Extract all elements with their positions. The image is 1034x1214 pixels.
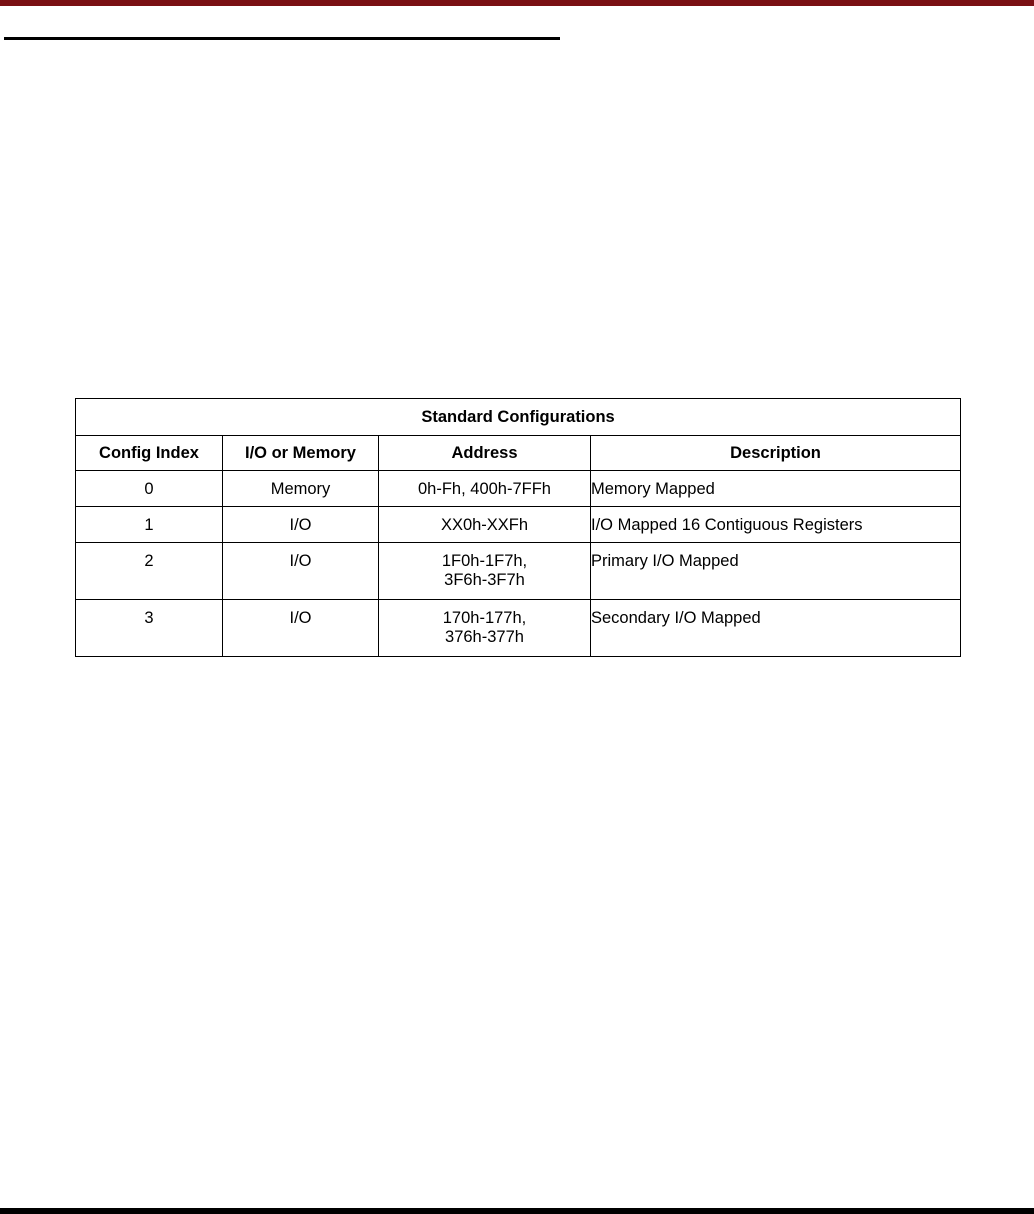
cell-config-index: 0	[76, 471, 223, 507]
heading-underline-rule	[4, 37, 560, 40]
cell-io-or-memory: I/O	[223, 600, 379, 657]
standard-configurations-table	[75, 398, 961, 657]
bottom-footer-band	[0, 1208, 1034, 1214]
header-config-index: Config Index	[76, 436, 223, 471]
cell-address	[379, 471, 591, 507]
top-header-band	[0, 0, 1034, 6]
table-row	[76, 600, 961, 657]
table-title-row	[76, 399, 961, 436]
cell-address	[379, 600, 591, 657]
header-io-or-memory: I/O or Memory	[223, 436, 379, 471]
cell-config-index: 2	[76, 543, 223, 600]
cell-config-index: 1	[76, 507, 223, 543]
cell-io-or-memory: Memory	[223, 471, 379, 507]
address-line: 0h-Fh, 400h-7FFh	[418, 480, 551, 498]
address-line: 1F0h-1F7h,	[441, 552, 528, 570]
cell-description: Memory Mapped	[591, 471, 961, 507]
header-description: Description	[591, 436, 961, 471]
cell-address	[379, 543, 591, 600]
table-header-row	[76, 436, 961, 471]
cell-description: Primary I/O Mapped	[591, 543, 961, 600]
header-address: Address	[379, 436, 591, 471]
address-line: XX0h-XXFh	[440, 516, 529, 534]
address-line: 170h-177h,	[442, 609, 527, 627]
table-row	[76, 507, 961, 543]
cell-address	[379, 507, 591, 543]
cell-description: Secondary I/O Mapped	[591, 600, 961, 657]
cell-description: I/O Mapped 16 Contiguous Registers	[591, 507, 961, 543]
cell-io-or-memory: I/O	[223, 543, 379, 600]
cell-io-or-memory: I/O	[223, 507, 379, 543]
cell-config-index: 3	[76, 600, 223, 657]
table-row	[76, 543, 961, 600]
address-line: 376h-377h	[445, 628, 524, 646]
table-title: Standard Configurations	[76, 399, 961, 436]
table-row	[76, 471, 961, 507]
address-line: 3F6h-3F7h	[444, 571, 525, 589]
